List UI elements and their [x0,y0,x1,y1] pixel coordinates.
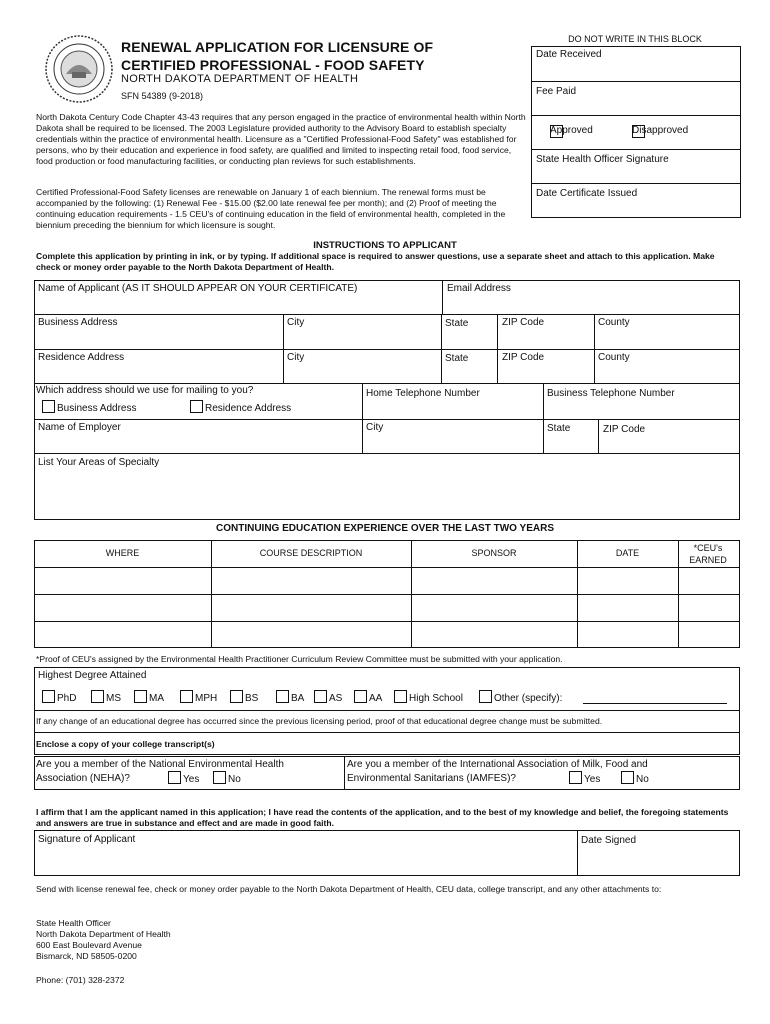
intro-paragraph-1: North Dakota Century Code Chapter 43-43 requires that any person engaged in the practice of environmental health within North Dakota shall be required to be licensed. The 2003 Legislature provided authority to the Advisory Board to establish specialty credentials within the practice of environmental health. Licensure as a "Certified Professional-Food Safety" was established for persons, who by their education and experience in food safety, are qualified and limited to inspecting retail food, food service, food production or food manufacturing facilities, or conducting plan reviews for such establishments. [36,112,526,166]
business-zip-field[interactable]: ZIP Code [502,317,545,328]
mail-business-label: Business Address [57,403,137,414]
title-line-2: CERTIFIED PROFESSIONAL - FOOD SAFETY [121,57,425,73]
employer-field[interactable]: Name of Employer [38,422,121,433]
send-note: Send with license renewal fee, check or money order payable to the North Dakota Department of Health, CEU data, college transcript, and any other attachments to: [36,884,662,894]
title-line-1: RENEWAL APPLICATION FOR LICENSURE OF [121,39,434,55]
employer-city-field[interactable]: City [366,422,384,433]
business-city-field[interactable]: City [287,317,305,328]
intro-paragraph-2: Certified Professional-Food Safety licenses are renewable on January 1 of each biennium. The renewal forms must be accompanied by the following: (1) Renewal Fee - $15.00 ($2.00 late renewal fee per month); and (2) Proof of meeting the continuing education requirements - 1.5 CEU's of continuing education in the field of environmental health, completed in the biennium preceding the biennium for which licensure is sought. [36,187,506,230]
fee-paid-label: Fee Paid [536,86,577,97]
col-sponsor: SPONSOR [471,548,517,558]
residence-county-field[interactable]: County [598,352,630,363]
business-county-field[interactable]: County [598,317,630,328]
state-seal-icon [44,34,114,104]
ms-checkbox[interactable] [91,690,104,703]
ceu-footnote: *Proof of CEU's assigned by the Environmental Health Practitioner Curriculum Review Committee must be submitted with your application. [36,654,563,664]
neha-yes-checkbox[interactable] [168,771,181,784]
residence-zip-field[interactable]: ZIP Code [502,352,545,363]
form-number: SFN 54389 (9-2018) [121,91,204,101]
ceu-heading: CONTINUING EDUCATION EXPERIENCE OVER THE LAST TWO YEARS [216,523,554,534]
applicant-name-field[interactable]: Name of Applicant (AS IT SHOULD APPEAR ON YOUR CERTIFICATE) [38,283,358,294]
employer-zip-field[interactable]: ZIP Code [603,424,646,435]
iamfes-no-checkbox[interactable] [621,771,634,784]
email-field[interactable]: Email Address [447,283,511,294]
other-label: Other (specify): [494,693,563,704]
ma-label: MA [149,693,164,704]
business-address-field[interactable]: Business Address [38,317,118,328]
col-date: DATE [615,548,640,558]
date-received-label: Date Received [536,49,602,60]
date-issued-label: Date Certificate Issued [536,188,638,199]
high-school-label: High School [409,693,463,704]
address-line-1: State Health Officer [36,918,111,928]
home-phone-field[interactable]: Home Telephone Number [366,388,480,399]
employer-state-field[interactable]: State [547,423,571,434]
mph-label: MPH [195,693,218,704]
applicant-signature-field[interactable]: Signature of Applicant [38,834,136,845]
business-phone-field[interactable]: Business Telephone Number [547,388,675,399]
mail-residence-label: Residence Address [205,403,292,414]
aa-label: AA [369,693,383,704]
office-use-block [531,46,741,218]
iamfes-question-line1: Are you a member of the International Association of Milk, Food and [347,759,648,770]
transcript-note: Enclose a copy of your college transcript(s) [36,739,215,749]
neha-question-line2: Association (NEHA)? [36,773,130,784]
degree-label: Highest Degree Attained [38,670,147,681]
instructions-heading: INSTRUCTIONS TO APPLICANT [313,240,457,251]
neha-no-label: No [228,774,241,785]
residence-city-field[interactable]: City [287,352,305,363]
col-ceus-earned: *CEU's EARNED [689,543,727,565]
iamfes-no-label: No [636,774,649,785]
col-where: WHERE [105,548,140,558]
other-specify-line[interactable] [583,703,727,704]
business-state-field[interactable]: State [445,318,469,329]
iamfes-yes-checkbox[interactable] [569,771,582,784]
bs-checkbox[interactable] [230,690,243,703]
as-label: AS [329,693,343,704]
affirmation-text: I affirm that I am the applicant named in this application; I have read the contents of the application, and to the best of my knowledge and belief, the foregoing statements and answers are true in substance and effect and are made in good faith. [36,807,729,828]
agency-name: NORTH DAKOTA DEPARTMENT OF HEALTH [121,73,359,85]
applicant-info-table [34,280,740,520]
date-signed-field[interactable]: Date Signed [581,835,637,846]
mail-residence-checkbox[interactable] [190,400,203,413]
iamfes-question-line2: Environmental Sanitarians (IAMFES)? [347,773,516,784]
phd-label: PhD [57,693,77,704]
ms-label: MS [106,693,121,704]
as-checkbox[interactable] [314,690,327,703]
address-line-4: Bismarck, ND 58505-0200 [36,951,137,961]
address-line-3: 600 East Boulevard Avenue [36,940,142,950]
approved-label: Approved [550,125,593,136]
disapproved-label: Disapproved [632,125,689,136]
office-block-header: DO NOT WRITE IN THIS BLOCK [568,34,702,44]
ma-checkbox[interactable] [134,690,147,703]
bs-label: BS [245,693,259,704]
degree-change-note: If any change of an educational degree has occurred since the previous licensing period, proof of that educational degree change must be submitted. [36,716,603,726]
ba-label: BA [291,693,305,704]
form-title [121,38,433,74]
ba-checkbox[interactable] [276,690,289,703]
phone-number: Phone: (701) 328-2372 [36,975,125,985]
residence-state-field[interactable]: State [445,353,469,364]
residence-address-field[interactable]: Residence Address [38,352,125,363]
mailing-address [36,918,171,962]
specialty-field[interactable]: List Your Areas of Specialty [38,457,160,468]
neha-question-line1: Are you a member of the National Environmental Health [36,759,284,770]
high-school-checkbox[interactable] [394,690,407,703]
address-line-2: North Dakota Department of Health [36,929,171,939]
instructions-text: Complete this application by printing in ink, or by typing. If additional space is required to answer questions, use a separate sheet and attach to this application. Make check or money order payable to the North Dakota Department of Health. [36,251,715,272]
col-course-description: COURSE DESCRIPTION [259,548,363,558]
iamfes-yes-label: Yes [584,774,601,785]
aa-checkbox[interactable] [354,690,367,703]
officer-signature-label: State Health Officer Signature [536,154,669,165]
neha-yes-label: Yes [183,774,200,785]
phd-checkbox[interactable] [42,690,55,703]
mailing-question: Which address should we use for mailing to you? [36,385,254,396]
mph-checkbox[interactable] [180,690,193,703]
other-checkbox[interactable] [479,690,492,703]
mail-business-checkbox[interactable] [42,400,55,413]
neha-no-checkbox[interactable] [213,771,226,784]
